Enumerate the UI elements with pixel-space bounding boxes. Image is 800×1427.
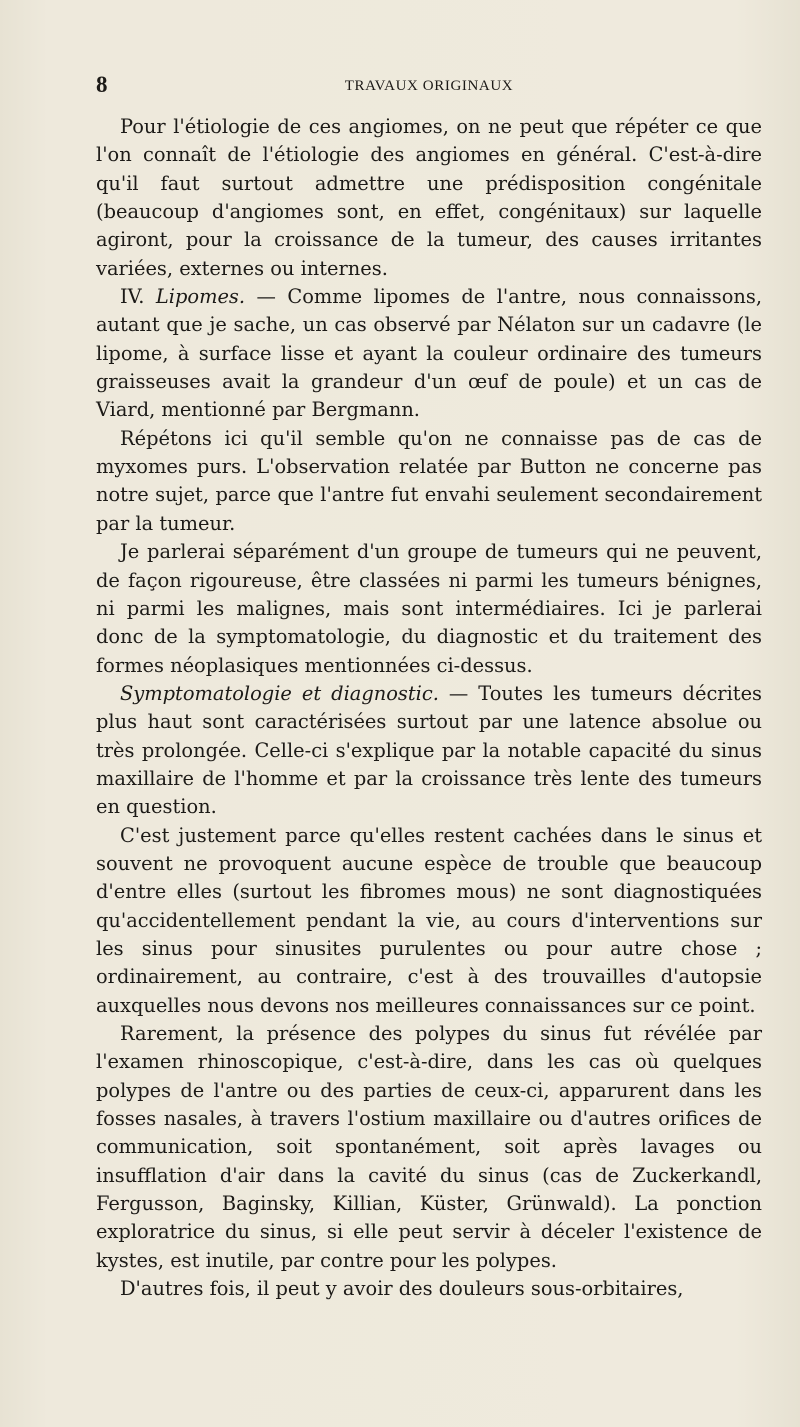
paragraph-text: Je parlerai séparément d'un groupe de tumeurs qui ne peuvent, de façon rigoureuse, être classées ni parmi les tumeurs bénignes, ni parmi les malignes, mais sont intermédiaires. Ici je parlerai donc de la symptomatologie, du diagnostic et du traitement des formes néoplasiques mentionnées ci-dessus. <box>96 540 762 677</box>
paragraph-pain <box>96 1275 762 1303</box>
paragraph-text: Rarement, la présence des polypes du sinus fut révélée par l'examen rhinoscopique, c'est-à-dire, dans les cas où quelques polypes de l'antre ou des parties de ceux-ci, apparurent dans les fosses nasales, à travers l'ostium maxillaire ou d'autres orifices de communication, soit spontanément, soit après lavages ou insufflation d'air dans la cavité du sinus (cas de Zuckerkandl, Fergusson, Baginsky, Killian, Küster, Grünwald). La ponction exploratrice du sinus, si elle peut servir à déceler l'existence de kystes, est inutile, par contre pour les polypes. <box>96 1022 762 1272</box>
paragraph-myxomes <box>96 425 762 538</box>
paragraph-text: — Toutes les tumeurs décrites plus haut sont caractérisées surtout par une latence absolue ou très prolongée. Celle-ci s'explique par la notable capacité du sinus maxillaire de l'homme et par la croissance très lente des tumeurs en question. <box>96 681 762 819</box>
page-number: 8 <box>96 72 108 97</box>
paragraph-symptomatology <box>96 680 762 822</box>
body-text <box>96 113 762 1303</box>
paragraph-rhinoscopy <box>96 1020 762 1275</box>
page-header <box>96 72 762 102</box>
paragraph-text: C'est justement parce qu'elles restent cachées dans le sinus et souvent ne provoquent aucune espèce de trouble que beaucoup d'entre elles (surtout les fibromes mous) ne sont diagnostiquées qu'accidentellement pendant la vie, au cours d'interventions sur les sinus pour sinusites purulentes ou pour autre chose ; ordinairement, au contraire, c'est à des trouvailles d'autopsie auxquelles nous devons nos meilleures connaissances sur ce point. <box>96 823 762 1017</box>
paragraph-intermediate-tumors <box>96 538 762 680</box>
paragraph-lipomes <box>96 283 762 425</box>
section-title-lipomes: Lipomes. <box>155 285 246 309</box>
paragraph-etiology <box>96 113 762 283</box>
paragraph-latency <box>96 822 762 1020</box>
running-title: TRAVAUX ORIGINAUX <box>344 78 514 94</box>
paragraph-text: Répétons ici qu'il semble qu'on ne connaisse pas de cas de myxomes purs. L'observation relatée par Button ne concerne pas notre sujet, parce que l'antre fut envahi seulement secondairement par la tumeur. <box>96 426 762 535</box>
section-number: IV. <box>120 285 156 309</box>
paragraph-text: D'autres fois, il peut y avoir des douleurs sous-orbitaires, <box>120 1277 684 1301</box>
section-title-symptomatology: Symptomatologie et diagnostic. <box>120 681 439 705</box>
paragraph-text: Pour l'étiologie de ces angiomes, on ne peut que répéter ce que l'on connaît de l'étiologie des angiomes en général. C'est-à-dire qu'il faut surtout admettre une prédisposition congénitale (beaucoup d'angiomes sont, en effet, congénitaux) sur laquelle agiront, pour la croissance de la tumeur, des causes irritantes variées, externes ou internes. <box>96 115 762 280</box>
paragraph-text: — Comme lipomes de l'antre, nous connaissons, autant que je sache, un cas observé par Nélaton sur un cadavre (le lipome, à surface lisse et ayant la couleur ordinaire des tumeurs graisseuses avait la grandeur d'un œuf de poule) et un cas de Viard, mentionné par Bergmann. <box>96 285 762 422</box>
